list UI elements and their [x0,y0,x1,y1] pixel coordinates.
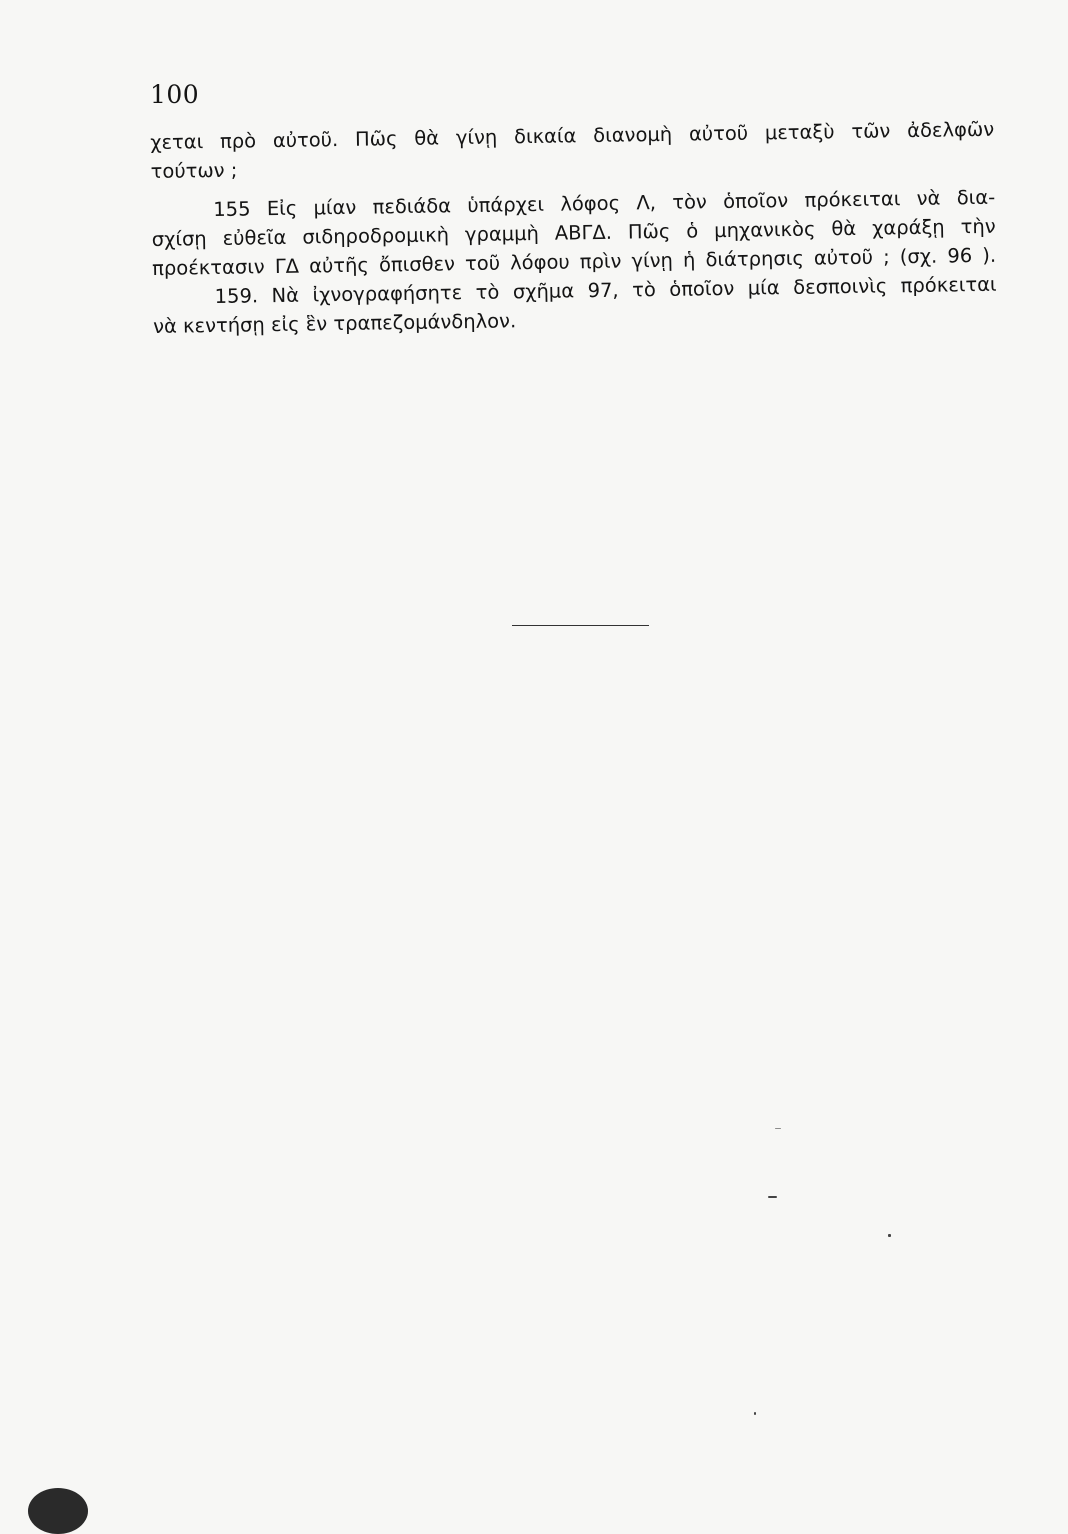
problem-159-line: 159. Νὰ ἰχνογραφήσητε τὸ σχῆμα 97, τὸ ὁποῖον μία δεσποινὶς πρόκειται [214,272,997,309]
scan-edge-shadow [28,1488,88,1534]
problem-159 [152,270,997,341]
scan-speck [768,1196,777,1198]
scan-speck [754,1412,756,1415]
problem-155-line: 155 Εἰς μίαν πεδιάδα ὑπάρχει λόφος Λ, τὸν ὁποῖον πρόκειται νὰ δια- [213,185,996,222]
scan-speck [888,1234,891,1237]
scan-speck [775,1128,781,1129]
text-line: τούτων ; [150,158,238,183]
problem-159-line: νὰ κεντήσῃ εἰς ἓν τραπεζομάνδηλον. [152,309,517,338]
problem-155-line: σχίσῃ εὐθεῖα σιδηροδρομικὴ γραμμὴ ΑΒΓΔ. Πῶς ὁ μηχανικὸς θὰ χαράξῃ τὴν [151,214,996,251]
problem-155-line: προέκτασιν ΓΔ αὐτῆς ὄπισθεν τοῦ λόφου πρὶν γίνῃ ἡ διάτρησις αὐτοῦ ; (σχ. 96 ). [152,243,997,280]
section-divider [512,625,649,626]
text-line: χεται πρὸ αὐτοῦ. Πῶς θὰ γίνῃ δικαία διανομὴ αὐτοῦ μεταξὺ τῶν ἀδελφῶν [150,117,995,154]
problem-155 [151,183,996,283]
page-number: 100 [150,80,200,109]
page-body-text [150,115,997,341]
